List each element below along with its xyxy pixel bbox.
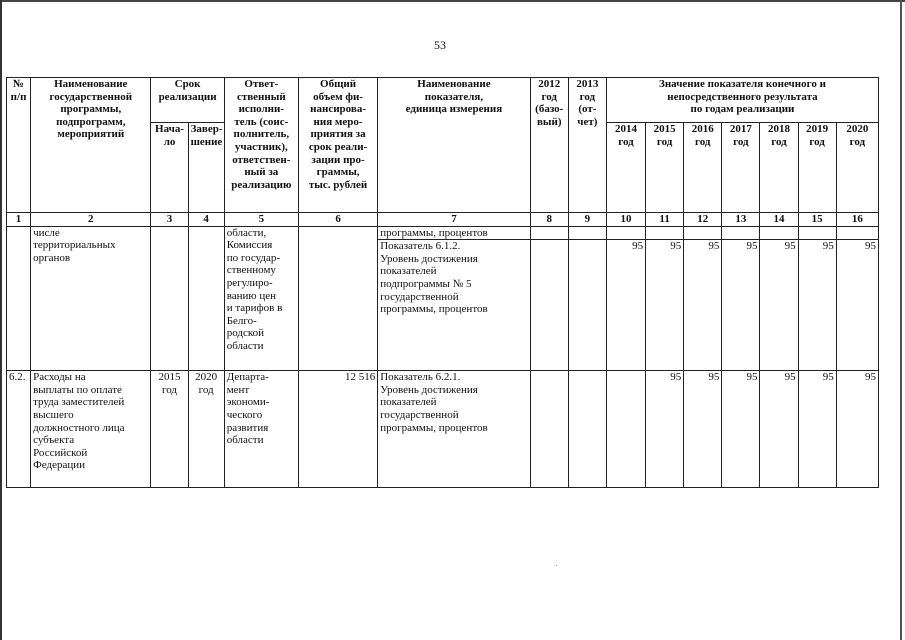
value-2018: 95 [760, 371, 798, 488]
header-year-2017: 2017 год [722, 123, 760, 213]
scan-edge-left [0, 0, 2, 640]
column-number: 1 [7, 213, 31, 227]
indicators-table [6, 77, 879, 488]
value-2019: 95 [798, 371, 836, 488]
column-number: 11 [646, 213, 684, 227]
scan-edge-right [900, 0, 902, 640]
value-2018: 95 [760, 240, 798, 371]
header-year-2016: 2016 год [684, 123, 722, 213]
column-number: 2 [31, 213, 151, 227]
column-number: 7 [378, 213, 531, 227]
header-term-end: Завер- шение [188, 123, 224, 213]
indicator-name: Показатель 6.2.1. Уровень достижения показателей государственной программы, процентов [378, 371, 531, 488]
column-number: 9 [568, 213, 606, 227]
column-number: 6 [298, 213, 377, 227]
header-year-2018: 2018 год [760, 123, 798, 213]
table-row [7, 371, 879, 488]
event-name: Расходы на выплаты по оплате труда заместителей высшего должностного лица субъекта Российской Федерации [31, 371, 151, 488]
value-2013 [568, 226, 606, 240]
header-year-2019: 2019 год [798, 123, 836, 213]
value-2015: 95 [646, 240, 684, 371]
term-end: 2020 год [188, 371, 224, 488]
header-term-start: Нача- ло [151, 123, 188, 213]
column-number: 10 [606, 213, 645, 227]
value-2020: 95 [836, 240, 878, 371]
column-number: 15 [798, 213, 836, 227]
value-cell [606, 226, 645, 240]
column-number: 14 [760, 213, 798, 227]
value-2012 [530, 240, 568, 371]
header-no: № п/п [7, 78, 31, 213]
header-2012: 2012 год (базо- вый) [530, 78, 568, 213]
header-year-2015: 2015 год [646, 123, 684, 213]
column-number: 5 [224, 213, 298, 227]
value-2014 [606, 371, 645, 488]
header-executor: Ответ- ственный исполни- тель (соис- полнитель, участник), ответствен- ный за реализацию [224, 78, 298, 213]
value-cell [684, 226, 722, 240]
value-2016: 95 [684, 371, 722, 488]
header-volume: Общий объем фи- нансирова- ния меро- приятия за срок реали- зации про- граммы, тыс. рублей [298, 78, 377, 213]
value-2013 [568, 371, 606, 488]
column-number: 13 [722, 213, 760, 227]
value-cell [836, 226, 878, 240]
value-2017: 95 [722, 371, 760, 488]
header-name: Наименование государственной программы, подпрограмм, мероприятий [31, 78, 151, 213]
term-end [188, 226, 224, 371]
row-number [7, 226, 31, 371]
value-cell [722, 226, 760, 240]
indicator-continuation: программы, процентов [378, 226, 531, 240]
value-2019: 95 [798, 240, 836, 371]
indicator-name: Показатель 6.1.2. Уровень достижения показателей подпрограммы № 5 государственной программы, процентов [378, 240, 531, 371]
column-number: 12 [684, 213, 722, 227]
row-number: 6.2. [7, 371, 31, 488]
column-number: 3 [151, 213, 188, 227]
value-2014: 95 [606, 240, 645, 371]
page-number: 53 [434, 38, 446, 52]
volume [298, 226, 377, 371]
header-indicator: Наименование показателя, единица измерения [378, 78, 531, 213]
column-number-row [7, 213, 879, 227]
header-2013: 2013 год (от- чет) [568, 78, 606, 213]
value-2016: 95 [684, 240, 722, 371]
value-cell [798, 226, 836, 240]
value-2015: 95 [646, 371, 684, 488]
term-start: 2015 год [151, 371, 188, 488]
scan-edge-top [0, 0, 905, 2]
value-2020: 95 [836, 371, 878, 488]
executor: Департа- мент экономи- ческого развития области [224, 371, 298, 488]
header-term: Срок реализации [151, 78, 224, 123]
column-number: 16 [836, 213, 878, 227]
value-2012 [530, 371, 568, 488]
term-start [151, 226, 188, 371]
header-year-2020: 2020 год [836, 123, 878, 213]
header-values-title: Значение показателя конечного и непосредственного результата по годам реализации [606, 78, 878, 123]
event-name: числе территориальных органов [31, 226, 151, 371]
executor: области, Комиссия по государ- ственному регулиро- ванию цен и тарифов в Белго- родской области [224, 226, 298, 371]
value-cell [646, 226, 684, 240]
value-2012 [530, 226, 568, 240]
column-number: 8 [530, 213, 568, 227]
volume: 12 516 [298, 371, 377, 488]
column-number: 4 [188, 213, 224, 227]
scan-speck [556, 565, 557, 566]
value-cell [760, 226, 798, 240]
value-2013 [568, 240, 606, 371]
header-year-2014: 2014 год [606, 123, 645, 213]
table-row [7, 226, 879, 240]
value-2017: 95 [722, 240, 760, 371]
